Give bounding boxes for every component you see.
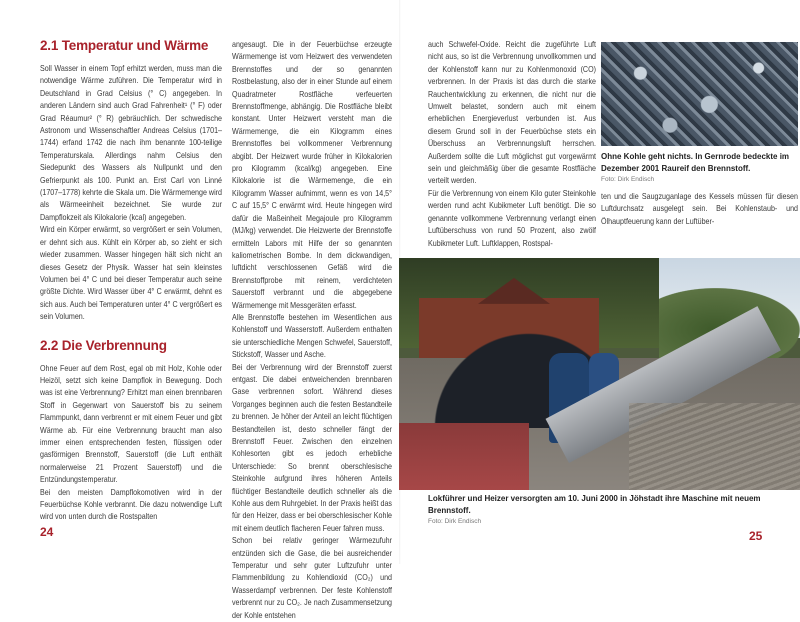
paragraph: Bei der Verbrennung wird der Brennstoff zuerst entgast. Die dabei entweichenden brennbaren Gase verbrennen sofort. Während dieses Vorganges beginnen auch die festen Bestandteile zu brennen. Je höher der Anteil an leicht flüchtigen Bestandteilen ist, desto schneller fängt der Brennstoff Feuer. Zwischen den einzelnen Kohlesorten gibt es jedoch erhebliche Unterschiede: So brennt oberschlesische Steinkohle aufgrund ihres höheren Anteils flüchtiger Bestandteile deutlich schneller als die Kohle aus dem Ruhrgebiet. In der Praxis heißt das für den Heizer, dass er bei oberschlesischer Kohle mit einem deutlich flacheren Feuer fahren muss. bbox=[232, 362, 392, 533]
right-page bbox=[399, 39, 800, 541]
photo-frosted-coal bbox=[601, 42, 798, 146]
left-column-section1 bbox=[40, 63, 222, 324]
page-number-right: 25 bbox=[749, 528, 763, 543]
big-photo-block bbox=[399, 258, 800, 541]
middle-column bbox=[232, 39, 392, 622]
paragraph: Soll Wasser in einem Topf erhitzt werden, muss man die notwendige Wärme zuführen. Die Temperatur wird in Deutschland in Grad Celsius (° C) angegeben. In anderen Ländern sind auch Grad Fahrenheit¹ (° F) oder Grad Réaumur² (° R) gebräuchlich. Der schwedische Astronom und Wissenschaftler Andreas Celsius (1701–1744) erfand 1742 die nach ihm benannte 100-teilige Temperaturskala. Allerdings nahm Celsius den Siedepunkt des Wassers als Nullpunkt und den Gefrierpunkt als 100. Punkt an. Erst Carl von Linné (1707–1778) kehrte die Skala um. Die Wärmemenge wird als Wärmeeinheit bezeichnet. Sie wurde zur Dampflokzeit als Kilokalorie (kcal) angegeben. bbox=[40, 64, 222, 222]
paragraph: Alle Brennstoffe bestehen im Wesentlichen aus Kohlenstoff und Wasserstoff. Außerdem enthalten sie unterschiedliche Mengen Schwefel, Sauerstoff, Stickstoff, Wasser und Asche. bbox=[232, 312, 392, 360]
left-column-section2 bbox=[40, 363, 222, 524]
paragraph: angesaugt. Die in der Feuerbüchse erzeugte Wärmemenge ist vom Heizwert des verwendeten Brennstoffes und der so genannten Rostbelastung, also der in einer Stunde auf einem Quadratmeter Rostfläche verfeuerten Brennstoffmenge, abhängig. Die Rostfläche bleibt konstant. Unter Heizwert versteht man die Wärmemenge, die ein Kilogramm eines Brennstoffes bei vollkommener Verbrennung abgibt. Der Heizwert wurde früher in Kilokalorien pro Kilogramm (kcal/kg) angegeben. Eine Kilokalorie ist die Wärmemenge, die ein Kilogramm Wasser aufnimmt, wenn es von 14,5° C auf 15,5° C erwärmt wird. Heute hingegen wird dafür die Maßeinheit Megajoule pro Kilogramm (MJ/kg) verwendet. Die Heizwerte der Brennstoffe ermitteln Labors mit Hilfe der so genannten kaliometrischen Bombe. In dem dickwandigen, luftdicht verschlossenen Gefäß wird die Brennstoffprobe mit reinem, verdichteten Sauerstoff verbrannt und die abgegebene Wärmemenge mit Messgeräten erfasst. bbox=[232, 40, 392, 310]
section-heading-verbrennung: 2.2 Die Verbrennung bbox=[40, 337, 167, 353]
photo2-caption: Lokführer und Heizer versorgten am 10. Juni 2000 in Jöhstadt ihre Maschine mit neuem Brennstoff. bbox=[428, 493, 761, 515]
photo-locomotive-coaling bbox=[399, 258, 800, 490]
section-heading-temperatur: 2.1 Temperatur und Wärme bbox=[40, 38, 209, 53]
left-column bbox=[40, 38, 222, 524]
right-column-text bbox=[428, 39, 596, 250]
photo1-caption: Ohne Kohle geht nichts. In Gernrode bedeckte im Dezember 2001 Raureif den Brennstoff. bbox=[601, 152, 790, 173]
paragraph: auch Schwefel-Oxide. Reicht die zugeführte Luft nicht aus, so ist die Verbrennung unvollkommen und der Kohlenstoff kann nur zu Kohlenmonoxid (CO) verbrennen. In der Praxis ist das durch die starke Rauchentwicklung zu erkennen, die nicht nur die Umwelt belastet, sondern auch mit einem erheblichen Energieverlust verbunden ist. Aus diesem Grund soll in der Feuerbüchse stets ein Überschuss an Verbrennungsluft herrschen. Außerdem sollte die Luft möglichst gut vorgewärmt sein und gleichmäßig über die gesamte Rostfläche verteilt werden. bbox=[428, 40, 596, 186]
middle-column-text bbox=[232, 39, 392, 622]
right-page-top bbox=[399, 39, 800, 250]
photo2-credit: Foto: Dirk Endisch bbox=[428, 517, 482, 525]
paragraph: Wird ein Körper erwärmt, so vergrößert er sein Volumen, er dehnt sich aus. Kühlt ein Körper ab, so zieht er sich wieder zusammen. Wasser hingegen hält sich nicht an dieses Gesetz der Physik. Wasser hat sein kleinstes Volumen bei 4° C und bei dieser Temperatur auch seine größte Dichte. Wird Wasser über 4° C erwärmt, dehnt es sich aus. Auch bei Temperaturen unter 4° C vergrößert es sein Volumen. bbox=[40, 225, 222, 322]
photo1-credit: Foto: Dirk Endisch bbox=[601, 176, 655, 183]
paragraph: ten und die Saugzuganlage des Kessels müssen für diesen Luftdurchsatz ausgelegt sein. Bei Kohlenstaub- und Ölhauptfeuerung kann der Luftüber- bbox=[601, 192, 798, 226]
right-column bbox=[428, 39, 596, 250]
photo2-captions bbox=[428, 493, 800, 541]
paragraph: Ohne Feuer auf dem Rost, egal ob mit Holz, Kohle oder Heizöl, setzt sich keine Dampflok in Bewegung. Doch was ist eine Verbrennung? Erhitzt man einen brennbaren Stoff in Gegenwart von Sauerstoff bis zu seinem Flammpunkt, dann verbrennt er mit einem Feuer und gibt Wärme ab. Für eine Verbrennung braucht man also immer einen entsprechenden festen, flüssigen oder gasförmigen Brennstoff, Sauerstoff (die Luft enthält normalerweise 21 Prozent Sauerstoff) und die Entzündungstemperatur. bbox=[40, 363, 222, 485]
right-side-column bbox=[601, 39, 798, 228]
paragraph: Für die Verbrennung von einem Kilo guter Steinkohle werden rund acht Kubikmeter Luft benötigt. Die so genannte vollkommene Verbrennung verlangt einen Luftüberschuss von rund 50 Prozent, also zwölf Kubikmeter Luft. Luftklappen, Rostspal- bbox=[428, 188, 596, 248]
page-number-left: 24 bbox=[40, 525, 54, 539]
paragraph: Bei den meisten Dampflokomotiven wird in der Feuerbüchse Kohle verbrannt. Die dazu notwendige Luft wird von unten durch die Rostspalten bbox=[40, 487, 222, 522]
right-column-continued bbox=[601, 191, 798, 228]
paragraph: Schon bei relativ geringer Wärmezufuhr entzünden sich die Gase, die bei ausreichender Temperatur und sehr guter Luftzufuhr unter Flammenbildung zu Kohlendioxid (CO₂) und Wasserdampf verbrennen. Der feste Kohlenstoff verbrennt nur zu CO₂. Je nach Zusammensetzung der Kohle entstehen bbox=[232, 536, 392, 620]
